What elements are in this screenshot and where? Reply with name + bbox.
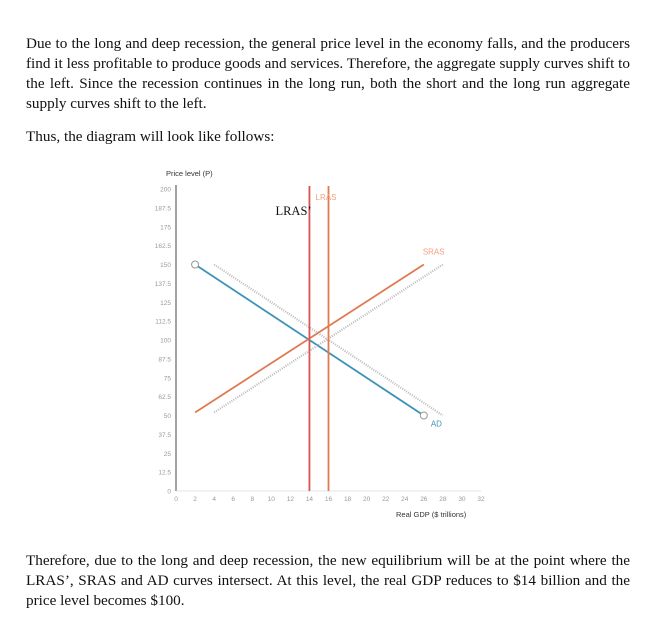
y-axis-label: Price level (P) [166, 169, 213, 178]
y-tick-label: 112.5 [155, 318, 171, 326]
sras-label: SRAS [422, 247, 445, 257]
x-tick-label: 26 [420, 496, 428, 503]
y-tick-label: 137.5 [154, 280, 171, 288]
x-tick-label: 4 [212, 496, 216, 503]
ad-label: AD [430, 419, 442, 429]
paragraph-diagram-intro: Thus, the diagram will look like follows: [26, 128, 275, 145]
x-tick-label: 20 [363, 496, 371, 503]
paragraph-conclusion: Therefore, due to the long and deep recession, the new equilibrium will be at the point where the LRAS’, SRAS and AD curves intersect. At this level, the real GDP reduces to $14 billion and the price level becomes $100. [26, 552, 630, 609]
y-tick-label: 175 [160, 224, 171, 232]
y-tick-label: 150 [160, 262, 171, 269]
y-tick-label: 87.5 [158, 356, 171, 364]
x-tick-label: 6 [231, 496, 235, 503]
ad-endpoint-marker [192, 261, 199, 268]
x-tick-label: 2 [193, 496, 197, 503]
lras-label: LRAS [315, 193, 337, 202]
lras-shifted-label: LRAS’ [275, 204, 312, 218]
chart-series [192, 186, 443, 491]
y-tick-label: 50 [163, 413, 171, 420]
x-tick-label: 12 [286, 496, 294, 503]
y-tick-label: 162.5 [154, 243, 171, 251]
y-tick-label: 0 [167, 488, 171, 496]
y-tick-label: 187.5 [154, 205, 171, 213]
x-tick-label: 28 [439, 496, 447, 503]
y-tick-labels [155, 187, 172, 496]
x-tick-label: 14 [305, 496, 314, 503]
x-tick-labels [174, 496, 485, 503]
x-tick-label: 22 [382, 496, 390, 503]
y-tick-label: 100 [160, 337, 171, 345]
y-tick-label: 25 [163, 450, 171, 458]
x-tick-label: 24 [401, 496, 409, 503]
y-tick-label: 125 [160, 299, 171, 307]
ad-endpoint-marker [420, 412, 427, 419]
curve-labels [275, 193, 444, 429]
x-tick-label: 30 [458, 496, 466, 503]
y-tick-label: 75 [163, 375, 171, 383]
y-tick-label: 200 [160, 186, 171, 194]
x-tick-label: 10 [267, 496, 275, 503]
x-tick-label: 0 [174, 496, 178, 503]
y-tick-label: 62.5 [158, 394, 171, 402]
x-tick-label: 18 [343, 496, 352, 503]
x-tick-label: 32 [477, 496, 485, 503]
y-tick-label: 12.5 [158, 469, 171, 477]
y-tick-label: 37.5 [158, 431, 171, 439]
x-tick-label: 8 [250, 496, 255, 503]
x-axis-label: Real GDP ($ trillions) [396, 510, 467, 519]
paragraph-recession-explanation: Due to the long and deep recession, the general price level in the economy falls, and the producers find it less profitable to produce goods and services. Therefore, the aggregate supply curves shift to the left. Since the recession continues in the long run, both the short and the long run aggregate supply curves shift to the left. [26, 35, 630, 112]
x-tick-label: 16 [324, 496, 333, 503]
